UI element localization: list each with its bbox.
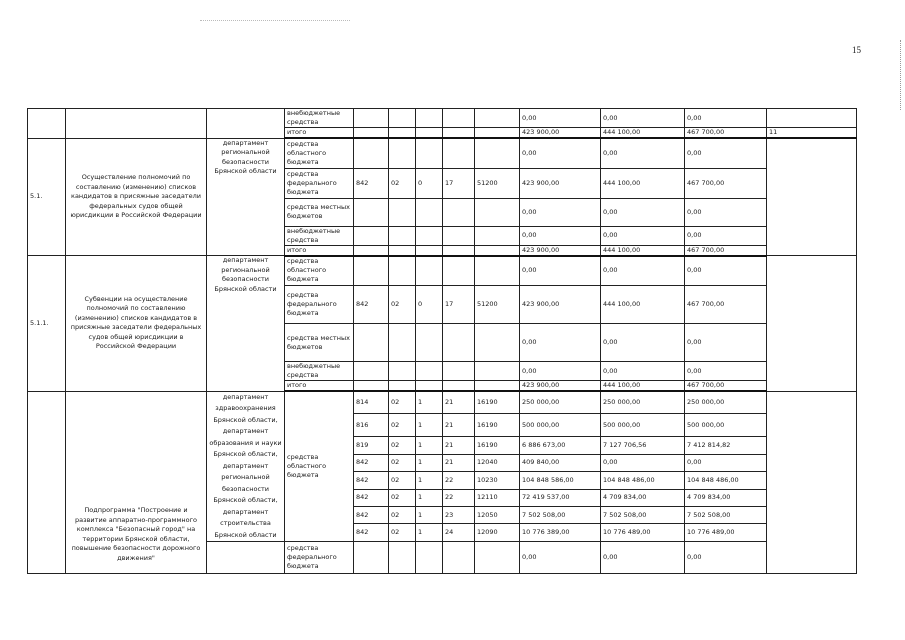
table-row: итого 423 900,00 444 100,00 467 700,00 11	[28, 128, 857, 139]
table-row: итого 423 900,00 444 100,00 467 700,00	[28, 245, 857, 256]
table-row: итого 423 900,00 444 100,00 467 700,00	[28, 381, 857, 392]
table-row: 816 02 1 21 16190 500 000,00 500 000,00 500 000,00	[28, 414, 857, 437]
table-row: средства местных бюджетов 0,00 0,00 0,00	[28, 324, 857, 362]
table-row: 842 02 1 23 12050 7 502 508,00 7 502 508,00 7 502 508,00	[28, 507, 857, 524]
table-row: средства федерального бюджета 842 02 0 17 51200 423 900,00 444 100,00 467 700,00	[28, 286, 857, 324]
table-row: 842 02 1 22 12110 72 419 537,00 4 709 834,00 4 709 834,00	[28, 489, 857, 506]
table-row: внебюджетные средства 0,00 0,00 0,00	[28, 226, 857, 245]
table-row: 842 02 1 24 12090 10 776 389,00 10 776 489,00 10 776 489,00	[28, 524, 857, 542]
table-row: 5.1.1. Субвенции на осуществление полномочий по составлению (изменению) списков кандидатов в присяжные заседатели федеральных судов общей юрисдикции в Российской Федерации департамент региональной безопасности Брянской области средства областного бюджета 0,00 0,00 0,00	[28, 256, 857, 286]
table-row: внебюджетные средства 0,00 0,00 0,00	[28, 362, 857, 381]
table-row: 842 02 1 21 12040 409 840,00 0,00 0,00	[28, 454, 857, 471]
table-row: внебюджетные средства 0,00 0,00 0,00	[28, 109, 857, 128]
scan-artifact	[200, 20, 350, 22]
table-row: 819 02 1 21 16190 6 886 673,00 7 127 706,56 7 412 814,82	[28, 437, 857, 454]
table-row: 5.1. Осуществление полномочий по составлению (изменению) списков кандидатов в присяжные заседатели федеральных судов общей юрисдикции в Российской Федерации департамент региональной безопасности Брянской области средства областного бюджета 0,00 0,00 0,00	[28, 138, 857, 168]
page-number: 15	[852, 45, 861, 55]
table-row: средства местных бюджетов 0,00 0,00 0,00	[28, 198, 857, 226]
table-row: 842 02 1 22 10230 104 848 586,00 104 848 486,00 104 848 486,00	[28, 472, 857, 489]
table-row: средства федерального бюджета 842 02 0 17 51200 423 900,00 444 100,00 467 700,00	[28, 168, 857, 198]
scan-edge	[900, 40, 902, 110]
table-row: средства федерального бюджета 0,00 0,00 0,00	[28, 542, 857, 574]
budget-table	[27, 108, 857, 574]
table-row: Подпрограмма "Построение и развитие аппаратно-программного комплекса "Безопасный город" на территории Брянской области, повышение безопасности дорожного движения" департамент здравоохранения Брянской области, департамент образования и науки Брянской области, департамент региональной безопасности Брянской области, департамент строительства Брянской области средства областного бюджета 814 02 1 21 16190 250 000,00 250 000,00 250 000,00	[28, 391, 857, 414]
